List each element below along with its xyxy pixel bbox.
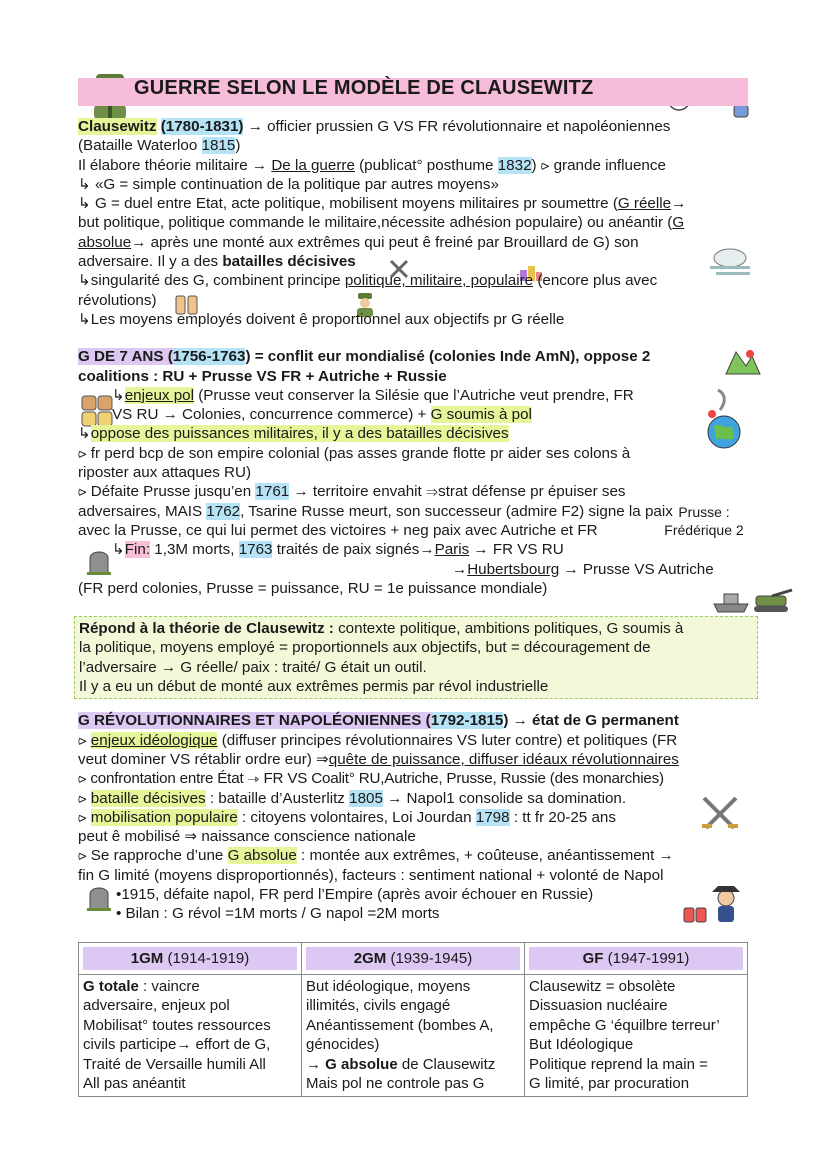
term: enjeux pol	[124, 386, 194, 404]
text: (Prusse veut conserver la Silésie que l’Autriche veut prendre, FR	[193, 386, 634, 404]
cell-line: All pas anéantit	[83, 1075, 186, 1093]
text: )	[235, 137, 241, 155]
text: (publicat° posthume	[354, 156, 498, 174]
text: → Napol1 consolide sa domination.	[382, 789, 627, 807]
text: : montée aux extrêmes, + coûteuse, anéantissement →	[296, 847, 674, 865]
text: 1,3M morts,	[150, 541, 239, 559]
document-page	[78, 70, 754, 1097]
cell-line: adversaire, enjeux pol	[83, 997, 230, 1015]
text-line: Il y a eu un début de monté aux extrêmes permis par révol industrielle	[79, 678, 549, 696]
text: ⪧	[78, 808, 91, 826]
heading-dates: 1792-1815	[430, 712, 504, 730]
year-badge: 1798	[475, 808, 510, 826]
cell-line: G limité, par procuration	[529, 1075, 690, 1093]
clausewitz-section	[78, 117, 754, 329]
text-line: l’adversaire → G réelle/ paix : traité/ G était un outil.	[79, 658, 427, 676]
text-line: ⪧ fr perd bcp de son empire colonial (pas asses grande flotte pr aider ses colons à	[78, 444, 631, 462]
text: but politique, politique commande le militaire,nécessite adhésion populaire) ou anéantir (	[78, 214, 673, 232]
header-gf	[525, 942, 748, 974]
header-dates: (1914-1919)	[163, 949, 250, 967]
text: →	[452, 560, 468, 578]
text: (encore plus avec	[533, 272, 658, 290]
text: adversaires, MAIS	[78, 502, 207, 520]
term: quête de puissance, diffuser idéaux révolutionnaires	[328, 750, 679, 768]
text: : tt fr 20-25 ans	[509, 808, 616, 826]
text-line: la politique, moyens employé = proportionnels aux objectifs, but = découragement de	[79, 639, 651, 657]
term: Fin:	[124, 541, 151, 559]
heading-dates: 1756-1763	[172, 348, 246, 366]
text-line: ↳Les moyens employés doivent ê proportionnel aux objectifs pr G réelle	[78, 310, 565, 328]
cell-line: empêche G ‘équilbre terreur’	[529, 1016, 720, 1034]
cell-line: Clausewitz = obsolète	[529, 977, 676, 995]
table-header-row	[79, 942, 748, 974]
text-line: peut ê mobilisé ⇒ naissance conscience nationale	[78, 828, 416, 846]
text: → FR VS RU	[469, 541, 564, 559]
term: mobilisation populaire	[90, 808, 238, 826]
text: : vaincre	[138, 977, 200, 995]
cell-line: Mobilisat° toutes ressources	[83, 1016, 271, 1034]
term: absolue	[78, 233, 132, 251]
title-block	[78, 70, 754, 112]
clausewitz-dates: (1780-1831)	[160, 118, 244, 135]
prussia-note	[660, 503, 748, 539]
text: ⪧	[78, 789, 91, 807]
term: G	[672, 214, 685, 232]
text: (Bataille Waterloo	[78, 137, 202, 155]
text-line: (FR perd colonies, Prusse = puissance, RU = 1e puissance mondiale)	[78, 579, 548, 597]
text-line: révolutions)	[78, 291, 157, 309]
term: G absolue	[325, 1055, 398, 1073]
clausewitz-name: Clausewitz	[78, 118, 157, 135]
seven-years-war-section	[78, 347, 754, 598]
term: Hubertsbourg	[467, 560, 560, 578]
term: G réelle	[617, 195, 672, 213]
cell-line: illimités, civils engagé	[306, 997, 451, 1015]
section-heading: ) = conflit eur mondialisé (colonies Inde AmN), oppose 2	[245, 348, 651, 366]
term: enjeux idéologique	[90, 731, 218, 749]
cell-line: But idéologique, moyens	[306, 977, 471, 995]
text: contexte politique, ambitions politiques, G soumis à	[333, 620, 684, 638]
year-badge: 1815	[201, 137, 236, 155]
note-line: Prusse :	[678, 504, 730, 521]
revolutionary-wars-section	[78, 711, 754, 923]
text: → territoire envahit ⇒strat défense pr épuiser ses	[289, 483, 626, 501]
text: ⪧ Défaite Prusse jusqu’en	[78, 483, 256, 501]
text-line: avec la Prusse, ce qui lui permet des victoires + neg paix avec Autriche et FR	[78, 521, 598, 539]
text-line: fin G limité (moyens disproportionnés), facteurs : sentiment national + volonté de Napol	[78, 866, 664, 884]
section-heading: ) → état de G permanent	[503, 712, 679, 730]
cell-line: génocides)	[306, 1036, 380, 1054]
text-line: riposter aux attaques RU)	[78, 464, 252, 482]
term: politique, militaire, populaire	[344, 272, 534, 290]
term: batailles décisives	[222, 253, 356, 271]
header-label: 1GM	[130, 949, 164, 967]
wars-comparison-table	[78, 942, 748, 1097]
text: ↳	[78, 425, 91, 443]
header-label: GF	[582, 949, 604, 967]
text: : bataille d’Austerlitz	[205, 789, 350, 807]
term: G totale	[83, 977, 139, 995]
section-heading: G RÉVOLUTIONNAIRES ET NAPOLÉONIENNES (	[78, 712, 431, 730]
term: oppose des puissances militaires, il y a des batailles décisives	[90, 425, 509, 443]
text: adversaire. Il y a des	[78, 253, 223, 271]
header-dates: (1947-1991)	[603, 949, 690, 967]
cell-line: Dissuasion nucléaire	[529, 997, 668, 1015]
header-dates: (1939-1945)	[386, 949, 473, 967]
header-2gm	[302, 942, 525, 974]
text: ⪧ Se rapproche d’une	[78, 847, 228, 865]
table-row	[79, 974, 748, 1096]
year-badge: 1832	[497, 156, 532, 174]
cell-gf	[525, 974, 748, 1096]
header-label: 2GM	[353, 949, 387, 967]
text: ↳	[112, 541, 125, 559]
section-heading: coalitions : RU + Prusse VS FR + Autriche + Russie	[78, 367, 447, 385]
year-badge: 1763	[238, 541, 273, 559]
clausewitz-answer-box	[74, 616, 758, 699]
text: : citoyens volontaires, Loi Jourdan	[237, 808, 476, 826]
year-badge: 1762	[206, 502, 241, 520]
text: veut dominer VS rétablir ordre eur) ⇒	[78, 750, 329, 768]
header-1gm	[79, 942, 302, 974]
cell-line: Mais pol ne controle pas G	[306, 1075, 485, 1093]
text: traités de paix signés→	[272, 541, 435, 559]
cell-line: Anéantissement (bombes A,	[306, 1016, 494, 1034]
term: G soumis à pol	[430, 406, 532, 424]
text: →	[306, 1055, 326, 1073]
year-badge: 1761	[255, 483, 290, 501]
term: Paris	[434, 541, 470, 559]
cell-line: civils participe→ effort de G,	[83, 1036, 271, 1054]
text: ↳singularité des G, combinent principe	[78, 272, 345, 290]
page-title: GUERRE SELON LE MODÈLE DE CLAUSEWITZ	[134, 77, 594, 99]
text: ) ⪧ grande influence	[531, 156, 666, 174]
text: VS RU → Colonies, concurrence commerce) +	[112, 406, 431, 424]
cell-line: Traité de Versaille humili All	[83, 1055, 266, 1073]
bullet-line: •1915, défaite napol, FR perd l’Empire (après avoir échouer en Russie)	[116, 885, 594, 903]
text: ↳ G = duel entre Etat, acte politique, mobilisent moyens militaires pr soumettre (	[78, 195, 618, 213]
text: ⪧	[78, 731, 91, 749]
text-line: ⪧ confrontation entre État ⇾ FR VS Coalit° RU,Autriche, Prusse, Russie (des monarchies)	[78, 770, 664, 788]
book-title: De la guerre	[271, 156, 355, 174]
section-heading: G DE 7 ANS (	[78, 348, 173, 366]
term: G absolue	[227, 847, 297, 865]
cell-line: Politique reprend la main =	[529, 1055, 708, 1073]
note-line: Frédérique 2	[664, 522, 744, 539]
term: bataille décisives	[90, 789, 206, 807]
text: de Clausewitz	[397, 1055, 496, 1073]
bullet-line: • Bilan : G révol =1M morts / G napol =2M morts	[116, 905, 440, 923]
text: → après une monté aux extrêmes qui peut ê freiné par Brouillard de G) son	[131, 233, 639, 251]
cell-2gm	[302, 974, 525, 1096]
text: → Prusse VS Autriche	[559, 560, 714, 578]
quote-line: ↳ «G = simple continuation de la politique par autres moyens»	[78, 175, 499, 193]
cell-line: But Idéologique	[529, 1036, 634, 1054]
text: → officier prussien G VS FR révolutionnaire et napoléoniennes	[243, 118, 671, 135]
text: Il élabore théorie militaire →	[78, 156, 272, 174]
text: (diffuser principes révolutionnaires VS luter contre) et politiques (FR	[217, 731, 678, 749]
text: , Tsarine Russe meurt, son successeur (admire F2) signe la paix	[240, 502, 673, 520]
box-heading: Répond à la théorie de Clausewitz :	[79, 620, 334, 638]
year-badge: 1805	[349, 789, 383, 807]
cell-1gm	[79, 974, 302, 1096]
text: →	[671, 195, 687, 213]
text: ↳	[112, 386, 125, 404]
